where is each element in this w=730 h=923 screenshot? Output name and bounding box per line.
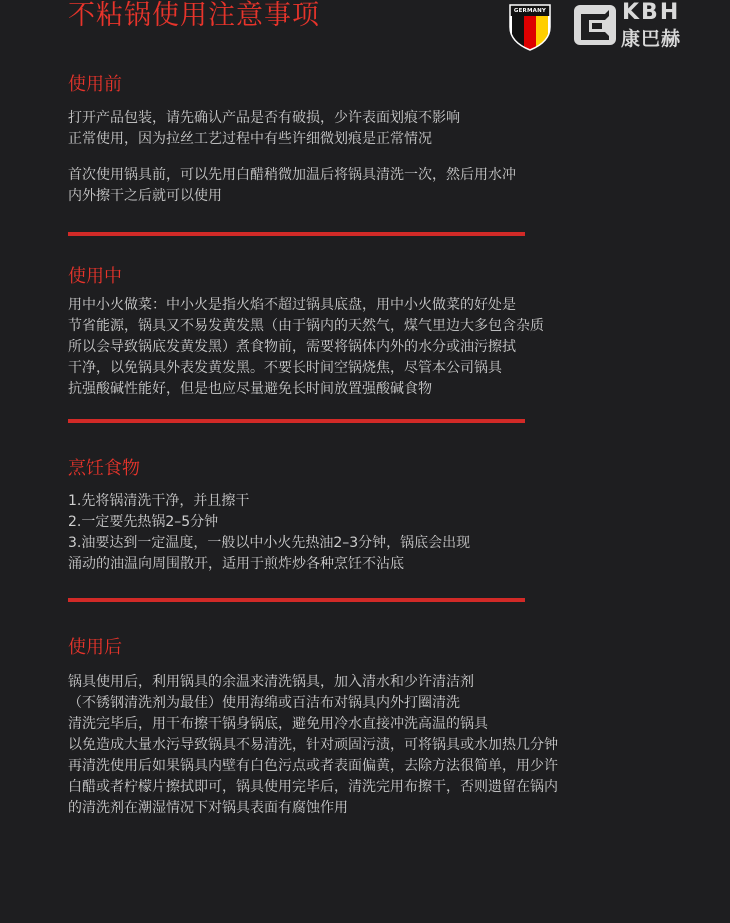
text-line: 干净，以免锅具外表发黄发黑。不要长时间空锅烧焦，尽管本公司锅具	[68, 360, 502, 376]
text-line: 白醋或者柠檬片擦拭即可，锅具使用完毕后，清洗完用布擦干，否则遗留在锅内	[68, 779, 558, 795]
text-line: 节省能源，锅具又不易发黄发黑（由于锅内的天然气，煤气里边大多包含杂质	[68, 318, 544, 334]
text-line: 首次使用锅具前，可以先用白醋稍微加温后将锅具清洗一次，然后用水冲	[68, 167, 516, 183]
page-title: 不粘锅使用注意事项	[68, 0, 320, 31]
paragraph	[68, 165, 516, 207]
paragraph	[68, 672, 558, 819]
text-line: 再清洗使用后如果锅具内壁有白色污点或者表面偏黄，去除方法很简单，用少许	[68, 758, 558, 774]
text-line: 的清洗剂在潮湿情况下对锅具表面有腐蚀作用	[68, 800, 348, 816]
text-line: （不锈钢清洗剂为最佳）使用海绵或百洁布对锅具内外打圈清洗	[68, 695, 460, 711]
germany-badge	[507, 3, 553, 51]
section-divider	[68, 419, 525, 423]
text-line: 涌动的油温向周围散开，适用于煎炸炒各种烹饪不沾底	[68, 556, 404, 572]
text-line: 正常使用，因为拉丝工艺过程中有些许细微划痕是正常情况	[68, 131, 432, 147]
paragraph	[68, 108, 460, 150]
brand-logo	[572, 2, 690, 48]
section-divider	[68, 598, 525, 602]
text-line: 2.一定要先热锅2–5分钟	[68, 514, 219, 530]
text-line: 锅具使用后，利用锅具的余温来清洗锅具，加入清水和少许清洁剂	[68, 674, 474, 690]
brand-latin-name: KBH	[622, 0, 681, 25]
section-heading-after-use: 使用后	[68, 637, 122, 658]
paragraph	[68, 295, 544, 400]
text-line: 所以会导致锅底发黄发黑）煮食物前，需要将锅体内外的水分或油污擦拭	[68, 339, 516, 355]
text-line: 3.油要达到一定温度，一般以中小火先热油2–3分钟，锅底会出现	[68, 535, 471, 551]
text-line: 抗强酸碱性能好，但是也应尽量避免长时间放置强酸碱食物	[68, 381, 432, 397]
brand-mark-icon	[572, 2, 618, 48]
brand-chinese-name: 康巴赫	[621, 28, 682, 50]
section-heading-before-use: 使用前	[68, 74, 122, 95]
section-divider	[68, 232, 525, 236]
badge-text: GERMANY	[513, 8, 547, 14]
text-line: 打开产品包装，请先确认产品是否有破损，少许表面划痕不影响	[68, 110, 460, 126]
text-line: 内外擦干之后就可以使用	[68, 188, 222, 204]
paragraph	[68, 491, 470, 575]
text-line: 清洗完毕后，用干布擦干锅身锅底，避免用冷水直接冲洗高温的锅具	[68, 716, 488, 732]
text-line: 以免造成大量水污导致锅具不易清洗，针对顽固污渍，可将锅具或水加热几分钟	[68, 737, 558, 753]
section-heading-cooking: 烹饪食物	[68, 458, 140, 479]
text-line: 用中小火做菜：中小火是指火焰不超过锅具底盘，用中小火做菜的好处是	[68, 297, 516, 313]
text-line: 1.先将锅清洗干净，并且擦干	[68, 493, 250, 509]
section-heading-during-use: 使用中	[68, 266, 122, 287]
